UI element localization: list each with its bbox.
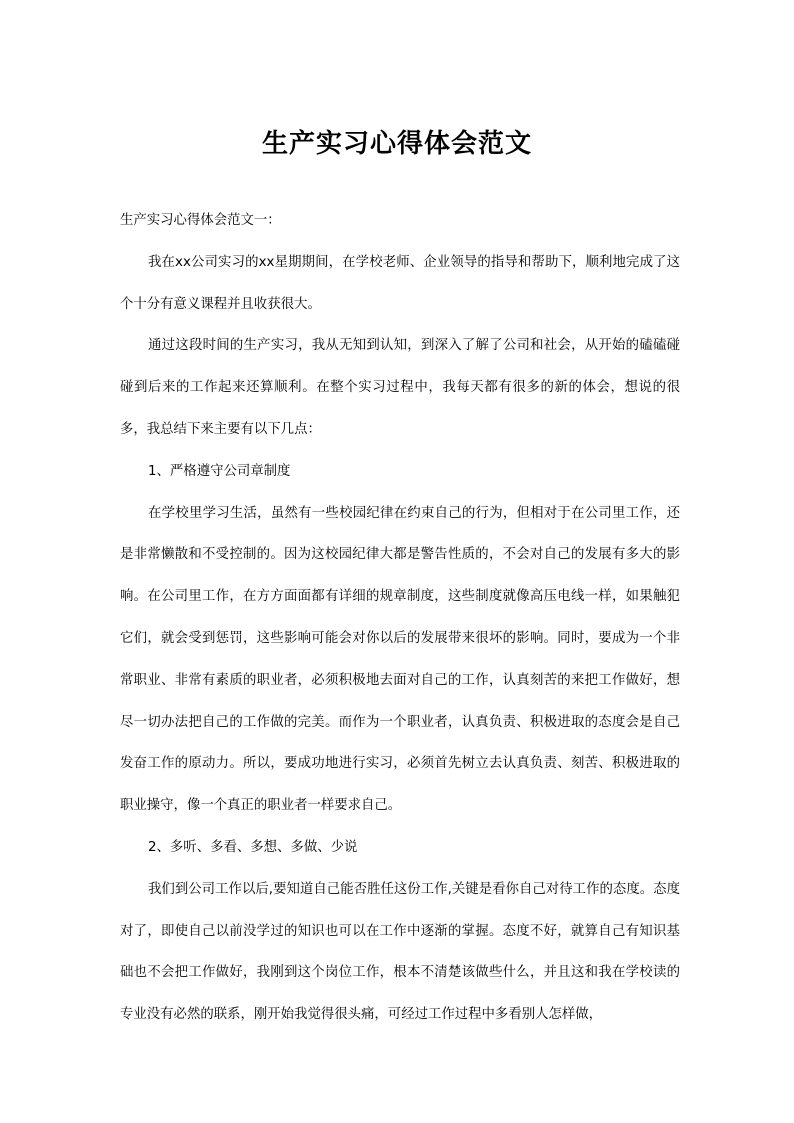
subheading: 2、多听、多看、多想、多做、少说 [148, 839, 358, 855]
document-body [120, 200, 680, 1036]
paragraph: 通过这段时间的生产实习，我从无知到认知，到深入了解了公司和社会，从开始的磕磕碰碰到后来的工作起来还算顺利。在整个实习过程中，我每天都有很多的新的体会，想说的很多，我总结下来主要有以下几点： [120, 338, 680, 437]
document-title: 生产实习心得体会范文 [261, 129, 532, 159]
paragraph: 我们到公司工作以后,要知道自己能否胜任这份工作,关键是看你自己对待工作的态度。态度对了，即使自己以前没学过的知识也可以在工作中逐渐的掌握。态度不好，就算自己有知识基础也不会把工作做好，我刚到这个岗位工作，根本不清楚该做些什么，并且这和我在学校读的专业没有必然的联系，刚开始我觉得很头痛，可经过工作过程中多看别人怎样做， [120, 881, 680, 1023]
paragraph: 在学校里学习生活，虽然有一些校园纪律在约束自己的行为，但相对于在公司里工作，还是非常懒散和不受控制的。因为这校园纪律大都是警告性质的，不会对自己的发展有多大的影响。在公司里工作，在方方面面都有详细的规章制度，这些制度就像高压电线一样，如果触犯它们，就会受到惩罚，这些影响可能会对你以后的发展带来很坏的影响。同时，要成为一个非常职业、非常有素质的职业者，必须积极地去面对自己的工作，认真刻苦的来把工作做好，想尽一切办法把自己的工作做的完美。而作为一个职业者，认真负责、积极进取的态度会是自己发奋工作的原动力。所以，要成功地进行实习，必须首先树立去认真负责、刻苦、积极进取的职业操守，像一个真正的职业者一样要求自己。 [120, 505, 680, 814]
paragraph: 我在xx公司实习的xx星期期间，在学校老师、企业领导的指导和帮助下，顺利地完成了这个十分有意义课程并且收获很大。 [120, 254, 680, 312]
section-heading: 生产实习心得体会范文一： [120, 213, 281, 228]
subheading: 1、严格遵守公司章制度 [148, 463, 291, 479]
